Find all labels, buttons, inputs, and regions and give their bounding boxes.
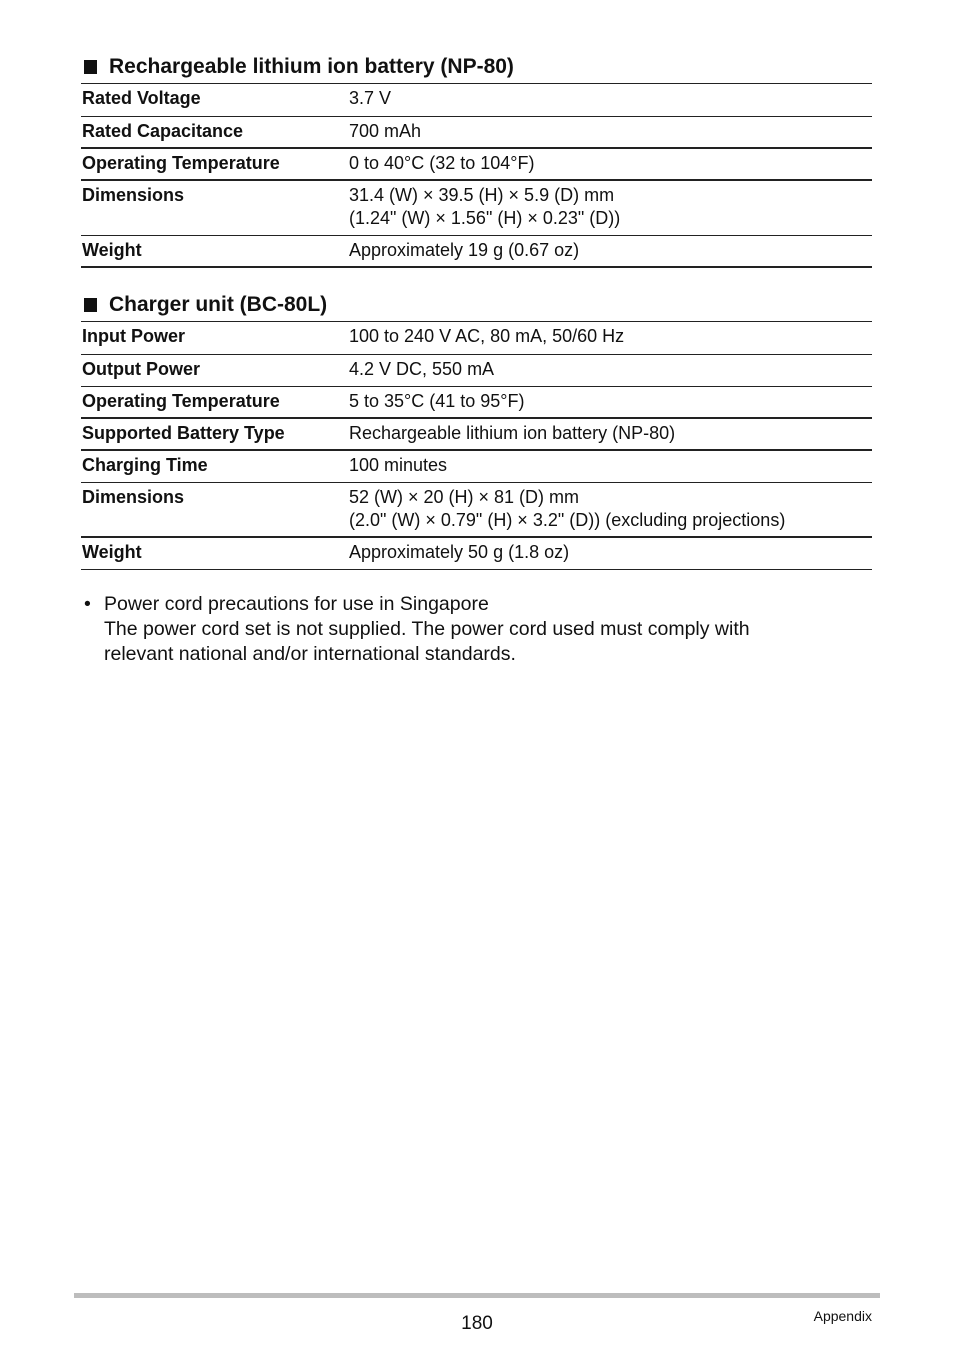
square-bullet-icon xyxy=(84,60,97,74)
charger-title: Charger unit (BC-80L) xyxy=(109,292,328,316)
spec-value: 100 minutes xyxy=(349,450,872,482)
table-row xyxy=(81,386,872,418)
notes xyxy=(84,592,864,667)
spec-label: Weight xyxy=(81,235,349,267)
table-row xyxy=(81,354,872,386)
spec-label: Weight xyxy=(81,537,349,569)
spec-value: Approximately 50 g (1.8 oz) xyxy=(349,537,872,569)
spec-label: Output Power xyxy=(81,354,349,386)
bullet-icon: • xyxy=(84,593,91,615)
charger-spec-table xyxy=(81,322,872,570)
spec-label: Supported Battery Type xyxy=(81,418,349,450)
spec-value: 3.7 V xyxy=(349,84,872,116)
spec-label: Rated Voltage xyxy=(81,84,349,116)
spec-value-line: 52 (W) × 20 (H) × 81 (D) mm xyxy=(349,486,580,507)
table-row xyxy=(81,450,872,482)
note-text xyxy=(104,592,750,667)
note-line: Power cord precautions for use in Singapore xyxy=(104,593,489,615)
square-bullet-icon xyxy=(84,298,97,312)
spec-value: Rechargeable lithium ion battery (NP-80) xyxy=(349,418,872,450)
spec-label: Dimensions xyxy=(81,482,349,537)
spec-value: 0 to 40°C (32 to 104°F) xyxy=(349,148,872,180)
spec-value: 5 to 35°C (41 to 95°F) xyxy=(349,386,872,418)
list-item xyxy=(84,592,864,667)
spec-label: Dimensions xyxy=(81,180,349,235)
spec-value-line: 31.4 (W) × 39.5 (H) × 5.9 (D) mm xyxy=(349,185,615,205)
table-row xyxy=(81,116,872,148)
battery-section xyxy=(81,54,872,268)
footer-divider xyxy=(74,1293,880,1298)
spec-value: 4.2 V DC, 550 mA xyxy=(349,354,872,386)
spec-value: 100 to 240 V AC, 80 mA, 50/60 Hz xyxy=(349,322,872,354)
table-row xyxy=(81,537,872,569)
battery-spec-table xyxy=(81,84,872,268)
spec-label: Operating Temperature xyxy=(81,148,349,180)
footer-section-label: Appendix xyxy=(813,1308,872,1324)
spec-label: Operating Temperature xyxy=(81,386,349,418)
note-line: relevant national and/or international standards. xyxy=(104,643,516,665)
spec-value-line: (2.0" (W) × 0.79" (H) × 3.2" (D)) (excluding projections) xyxy=(349,509,786,530)
table-row xyxy=(81,235,872,267)
table-row xyxy=(81,322,872,354)
spec-value-line: (1.24" (W) × 1.56" (H) × 0.23" (D)) xyxy=(349,208,621,228)
spec-label: Input Power xyxy=(81,322,349,354)
note-line: The power cord set is not supplied. The power cord used must comply with xyxy=(104,618,750,640)
table-row xyxy=(81,482,872,537)
battery-title: Rechargeable lithium ion battery (NP-80) xyxy=(109,54,514,78)
table-row xyxy=(81,418,872,450)
spec-label: Rated Capacitance xyxy=(81,116,349,148)
spec-value: 700 mAh xyxy=(349,116,872,148)
table-row xyxy=(81,148,872,180)
spec-value xyxy=(349,180,872,235)
spec-value xyxy=(349,482,872,537)
page-number: 180 xyxy=(461,1313,493,1334)
spec-value: Approximately 19 g (0.67 oz) xyxy=(349,235,872,267)
battery-heading xyxy=(81,54,872,84)
charger-section xyxy=(81,292,872,570)
table-row xyxy=(81,84,872,116)
charger-heading xyxy=(81,292,872,322)
spec-label: Charging Time xyxy=(81,450,349,482)
table-row xyxy=(81,180,872,235)
